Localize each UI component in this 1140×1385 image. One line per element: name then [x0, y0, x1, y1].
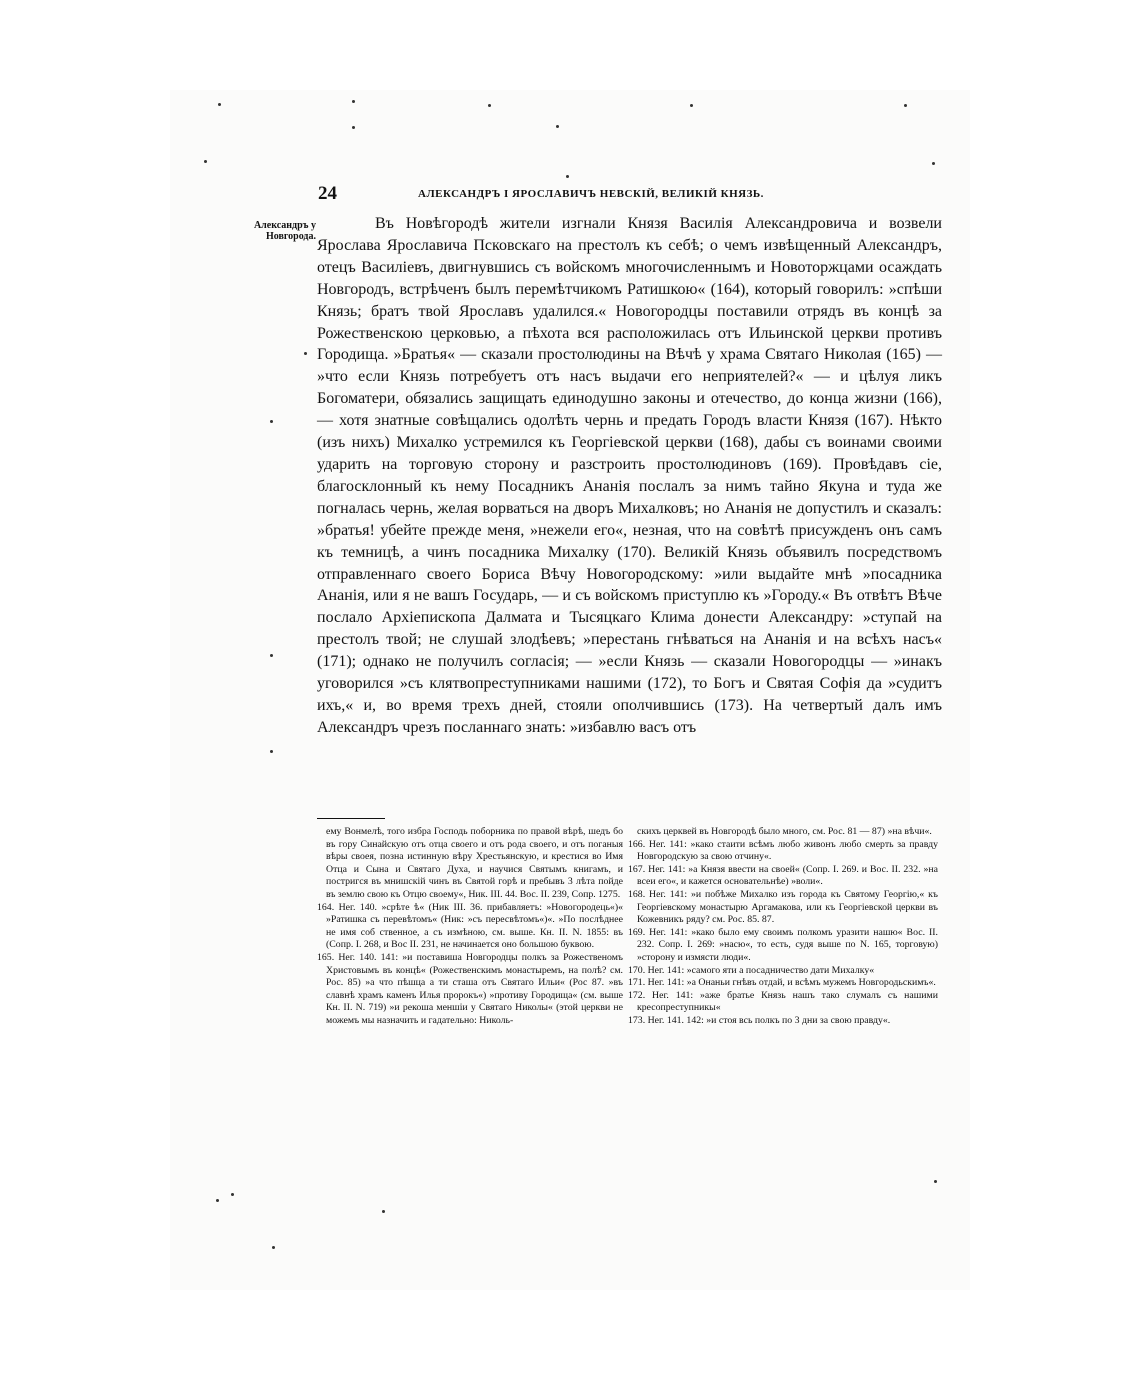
- scan-speck: [218, 103, 221, 106]
- scan-speck: [690, 104, 693, 107]
- scan-speck: [382, 1210, 385, 1213]
- footnote: 171. Нег. 141: »а Онаньи гнѣвъ отдай, и всѣмъ мужемъ Новгородьскимъ«.: [628, 977, 936, 989]
- footnote: ему Вонмелѣ, того избра Господь поборника по правой вѣрѣ, шедъ бо въ гору Синайскую отъ отца своего и отъ рода своего, и отъ поганыя вѣры своея, позна истинную вѣру Хрестьянскую, и крестися во Имя Отца и Сына и Святаго Духа, и научися Святымъ книгамъ, и постригся въ мнишскій чинъ въ Святой горѣ и пребывъ 3 лѣта пойде въ землю свою къ Отцю своему«, Ник. III. 44. Вос. II. 239, Сопр. 1275.: [326, 826, 623, 900]
- footnote: 164. Нег. 140. »срѣте ѣ« (Ник III. 36. прибавляетъ: »Новогородець«)« »Ратишка съ перевѣтомъ« (Ник: »съ пересвѣтомъ«)«. »По послѣднее не имя соб ственное, а съ измѣною, см. выше. Кн. II. N. 1855: въ (Сопр. I. 268, и Вос II. 231, не начинается оно большою буквою.: [317, 901, 623, 951]
- scan-speck: [934, 1180, 937, 1183]
- scan-speck: [204, 160, 207, 163]
- scan-speck: [270, 750, 273, 753]
- scan-speck: [932, 162, 935, 165]
- footnote-rule: [317, 818, 385, 819]
- footnote: 165. Нег. 140. 141: »и поставиша Новгородцы полкъ за Рожественомъ Христовымъ въ концѣ« (Рожественскимъ монастыремъ, на полѣ? см. Рос. 85) »а что пѣшца а ти сташа отъ Святаго Ильи« (Рос 87. »въ славнѣ храмъ каменъ Илья пророкъ«) »противу Городища« (см. выше Кн. II. N. 719) »и рекоша меншіи у Святаго Николы« (этой церкви не можемъ мы назначить и гадательно: Николь-: [317, 951, 623, 1026]
- footnote: 167. Нег. 141: »а Князя ввести на своей« (Сопр. I. 269. и Вос. II. 232. »на всеи его«, и кажется основательнѣе) »воли«.: [628, 863, 938, 888]
- scan-speck: [270, 654, 273, 657]
- margin-note: Александръ у Новгорода.: [253, 220, 316, 242]
- footnote: скихъ церквей въ Новгородѣ было много, см. Рос. 81 — 87) »на вѣчи«.: [637, 826, 932, 837]
- footnote: 172. Нег. 141: »аже братье Князь нашъ тако слумалъ съ нашими кресопреступникы«: [628, 989, 938, 1014]
- running-head: АЛЕКСАНДРЪ I ЯРОСЛАВИЧЪ НЕВСКІЙ, ВЕЛИКІЙ КНЯЗЬ.: [418, 188, 764, 200]
- scan-speck: [352, 126, 355, 129]
- scan-speck: [270, 420, 273, 423]
- scan-speck: [216, 1199, 219, 1202]
- footnote: 169. Нег. 141: »како было ему своимъ полкомъ уразити нашю« Вос. II. 232. Сопр. I. 269: »насю«, то есть, судя выше по N. 165, торговую) »сторону и измясти люди«.: [628, 926, 938, 963]
- scan-speck: [352, 100, 355, 103]
- scan-speck: [488, 104, 491, 107]
- footnotes-right-column: [628, 826, 938, 1028]
- main-text: Въ Новѣгородѣ жители изгнали Князя Василія Александровича и возвели Ярослава Ярославича Псковскаго на престолъ къ себѣ; о чемъ извѣщенный Александръ, отецъ Василіевъ, двигнувшись съ войскомъ многочисленнымъ и Новоторжцами осаждать Новгородъ, встрѣченъ былъ перемѣтчикомъ Ратишкою« (164), который говорилъ: »спѣши Князь; братъ твой Ярославъ удалился.« Новогородцы поставили отрядъ въ концѣ за Рожественскою церковью, а пѣхота вся расположилась отъ Ильинской церкви противъ Городища. »Братья« — сказали простолюдины на Вѣчѣ у храма Святаго Николая (165) — »что если Князь потребуетъ отъ насъ выдачи его неприятелей?« — и цѣлуя ликъ Богоматери, обязались защищать единодушно законы и отечество, до конца жизни (166), — хотя знатные совѣщались одолѣть чернь и предать Городъ власти Князя (167). Нѣкто (изъ нихъ) Михалко устремился къ Георгіевской церкви (168), дабы съ воинами своими ударить на торговую сторону и разстроить простолюдиновъ (169). Провѣдавъ сіе, благосклонный къ нему Посадникъ Ананія послалъ за нимъ тайно Якуна и туда же погналась чернь, желая ворваться на дворъ Михалковъ; но Ананія не допустилъ и сказалъ: »братья! убейте прежде меня, »нежели его«, незная, что на совѣтѣ присужденъ онъ самъ къ темницѣ, а чинъ посадника Михалку (170). Великій Князь объявилъ посредствомъ отправленнаго своего Бориса Вѣчу Новогородскому: »или выдайте мнѣ »посадника Ананія, или я не вашъ Государь, — и съ войскомъ приступлю къ »Городу.« Въ отвѣтъ Вѣче послало Архіепископа Далмата и Тысяцкаго Клима донести Александру: »ступай на престолъ твой; не слушай злодѣевъ; »перестань гнѣваться на Ананія и на всѣхъ насъ« (171); однако не получилъ согласія; — »если Князь — сказали Новогородцы — »инакъ уговорился »съ клятвопреступниками нашими (172), то Богъ и Святая Софія да »судитъ ихъ,« и, во время трехъ дней, стояли ополчившись (173). На четвертый далъ имъ Александръ чрезъ посланнаго знать: »избавлю васъ отъ: [317, 215, 942, 736]
- scan-speck: [272, 1246, 275, 1249]
- footnote: 170. Нег. 141: »самого яти а посадничество дати Михалку«: [628, 964, 875, 976]
- footnote: 166. Нег. 141: »како стаити всѣмъ любо живонъ любо смерть за правду Новгородскую за свою отчину«.: [628, 838, 938, 863]
- scan-speck: [566, 175, 569, 178]
- scan-speck: [304, 352, 307, 355]
- scan-speck: [904, 104, 907, 107]
- footnote: 168. Нег. 141: »и побѣже Михалко изъ города къ Святому Георгію,« къ Георгіевскому монастырю Аргамакова, или къ Георгіевской церкви въ Кожевникъ ряду? см. Рос. 85. 87.: [628, 888, 938, 926]
- scan-speck: [231, 1193, 234, 1196]
- scan-speck: [556, 125, 559, 128]
- footnote: 173. Нег. 141. 142: »и стоя всь полкъ по 3 дни за свою правду«.: [628, 1014, 891, 1026]
- footnotes-left-column: [317, 826, 623, 1028]
- page-number: 24: [318, 183, 337, 204]
